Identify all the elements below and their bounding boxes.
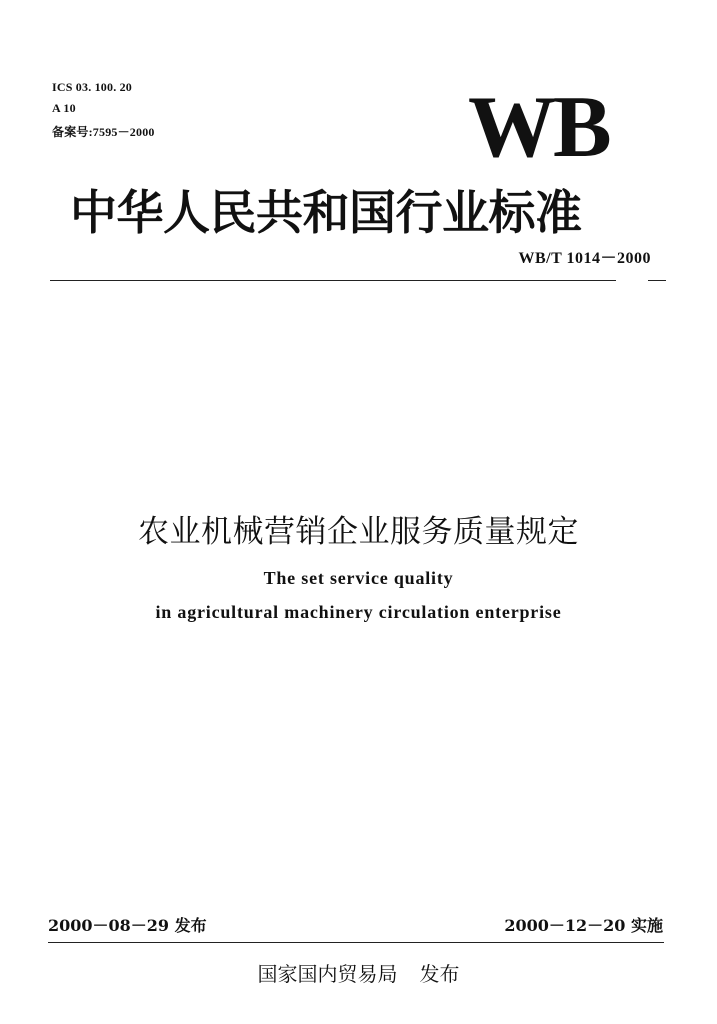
ics-code: ICS 03. 100. 20	[52, 80, 133, 94]
implementation-date: 2000－12－20 实施	[504, 916, 663, 935]
org-title: 中华人民共和国行业标准	[70, 186, 582, 241]
top-divider	[50, 280, 616, 281]
filing-number: 备案号:7595－2000	[52, 125, 155, 139]
top-divider-tail	[648, 280, 666, 281]
english-title-line1: The set service quality	[263, 568, 454, 588]
classification-code: A 10	[52, 101, 76, 115]
chinese-title: 农业机械营销企业服务质量规定	[138, 514, 579, 550]
standard-logo: WB	[468, 79, 609, 176]
issuer-name: 国家国内贸易局	[257, 962, 398, 986]
issue-date: 2000－08－29 发布	[48, 916, 207, 935]
issuer-suffix: 发布	[419, 962, 460, 986]
english-title-line2: in agricultural machinery circulation enterprise	[155, 602, 562, 622]
bottom-divider	[48, 942, 664, 943]
standard-number: WB/T 1014－2000	[518, 250, 651, 267]
issuer-line	[0, 958, 717, 987]
